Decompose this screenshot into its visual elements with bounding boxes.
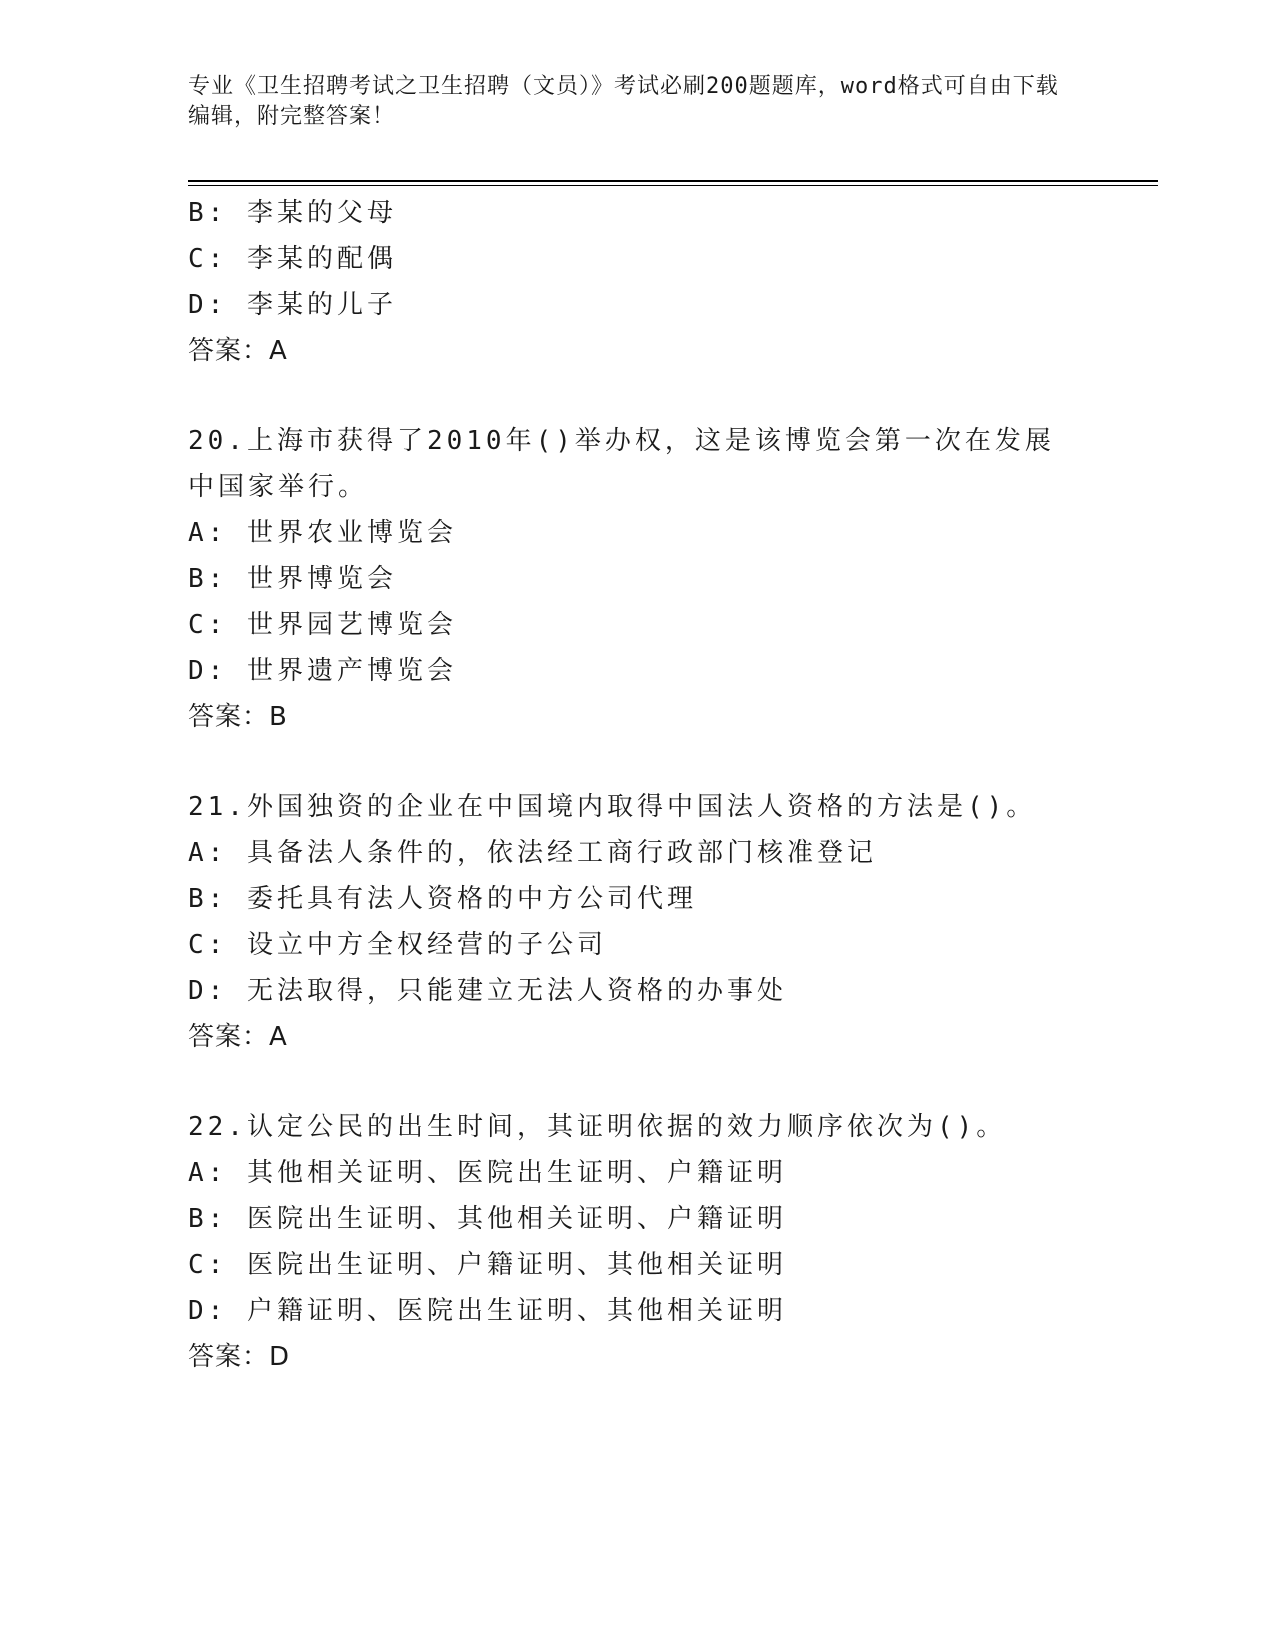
document-body (188, 190, 1088, 1380)
option-d: D: 李某的儿子 (188, 290, 397, 320)
question-stem: 21.外国独资的企业在中国境内取得中国法人资格的方法是()。 (188, 792, 1037, 822)
option-c: C: 医院出生证明、户籍证明、其他相关证明 (188, 1250, 787, 1280)
question-21 (188, 784, 1088, 1060)
question-stem: 20.上海市获得了2010年()举办权，这是该博览会第一次在发展中国家举行。 (188, 426, 1055, 502)
header-rule-thick (188, 180, 1158, 182)
question-19-carryover (188, 190, 1088, 374)
option-c: C: 世界园艺博览会 (188, 610, 457, 640)
header-rule-thin (188, 185, 1158, 186)
option-a: A: 具备法人条件的，依法经工商行政部门核准登记 (188, 838, 877, 868)
option-b: B: 李某的父母 (188, 198, 397, 228)
option-d: D: 世界遗产博览会 (188, 656, 457, 686)
option-b: B: 医院出生证明、其他相关证明、户籍证明 (188, 1204, 787, 1234)
question-22 (188, 1104, 1088, 1380)
option-a: A: 世界农业博览会 (188, 518, 457, 548)
question-20 (188, 418, 1088, 740)
option-c: C: 设立中方全权经营的子公司 (188, 930, 607, 960)
answer-line: 答案：A (188, 336, 288, 366)
option-b: B: 世界博览会 (188, 564, 397, 594)
option-d: D: 无法取得，只能建立无法人资格的办事处 (188, 976, 787, 1006)
option-b: B: 委托具有法人资格的中方公司代理 (188, 884, 697, 914)
answer-line: 答案：D (188, 1342, 291, 1372)
option-c: C: 李某的配偶 (188, 244, 397, 274)
answer-line: 答案：B (188, 702, 288, 732)
answer-line: 答案：A (188, 1022, 288, 1052)
option-d: D: 户籍证明、医院出生证明、其他相关证明 (188, 1296, 787, 1326)
document-header: 专业《卫生招聘考试之卫生招聘（文员）》考试必刷200题题库，word格式可自由下载编辑，附完整答案！ (188, 74, 1059, 129)
question-stem: 22.认定公民的出生时间，其证明依据的效力顺序依次为()。 (188, 1112, 1007, 1142)
option-a: A: 其他相关证明、医院出生证明、户籍证明 (188, 1158, 787, 1188)
